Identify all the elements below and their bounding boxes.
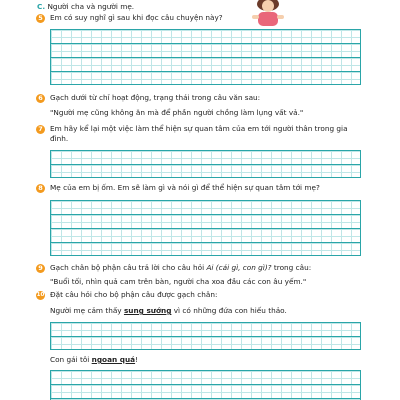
question-6-text: Gạch dưới từ chỉ hoạt động, trạng thái trong câu văn sau:	[50, 93, 261, 102]
answer-grid-7[interactable]	[50, 150, 361, 178]
answer-grid-8[interactable]	[50, 200, 361, 256]
question-6-quote: "Người mẹ cũng không ăn mà để phần người chồng làm lụng vất vả."	[50, 108, 304, 117]
question-9-text-italic: Ai (cái gì, con gì)?	[206, 263, 272, 272]
question-number-8: 8	[36, 184, 45, 193]
question-10-sentence-1	[50, 306, 287, 316]
question-5-text: Em có suy nghĩ gì sau khi đọc câu chuyện này?	[50, 13, 223, 22]
sentence-2-before: Con gái tôi	[50, 355, 92, 364]
answer-grid-5[interactable]	[50, 29, 361, 85]
question-9-text-before: Gạch chân bộ phận câu trả lời cho câu hỏi	[50, 263, 207, 272]
question-number-6: 6	[36, 94, 45, 103]
question-10-sentence-2	[50, 355, 138, 365]
girl-illustration-icon	[248, 0, 288, 26]
question-number-10: 10	[36, 292, 45, 298]
question-10-text: Đặt câu hỏi cho bộ phận câu được gạch chân:	[50, 290, 218, 299]
answer-grid-10a[interactable]	[50, 322, 361, 350]
question-number-5: 5	[36, 14, 45, 23]
illustration	[248, 0, 288, 26]
sentence-1-before: Người mẹ cảm thấy	[50, 306, 124, 315]
answer-grid-10b[interactable]	[50, 370, 361, 400]
question-9-quote: "Buổi tối, nhìn quả cam trên bàn, người cha xoa đầu các con âu yếm."	[50, 277, 307, 286]
sentence-1-underlined: sung sướng	[123, 306, 172, 315]
sentence-2-underlined: ngoan quá	[91, 355, 136, 364]
sentence-1-after: vì có những đứa con hiếu thảo.	[171, 306, 287, 315]
question-number-7: 7	[36, 125, 45, 134]
question-9-text-after: trong câu:	[271, 263, 312, 272]
question-number-9: 9	[36, 264, 45, 273]
top-answer	[37, 2, 134, 12]
answer-letter: C.	[37, 2, 46, 11]
sentence-2-after: !	[135, 355, 139, 364]
question-7-text: Em hãy kể lại một việc làm thể hiện sự quan tâm của em tới người thân trong gia đình.	[50, 124, 348, 143]
answer-text: Người cha và người mẹ.	[45, 2, 135, 11]
question-8-text: Mẹ của em bị ốm. Em sẽ làm gì và nói gì để thể hiện sự quan tâm tới mẹ?	[50, 183, 320, 192]
question-9-text	[50, 263, 311, 273]
